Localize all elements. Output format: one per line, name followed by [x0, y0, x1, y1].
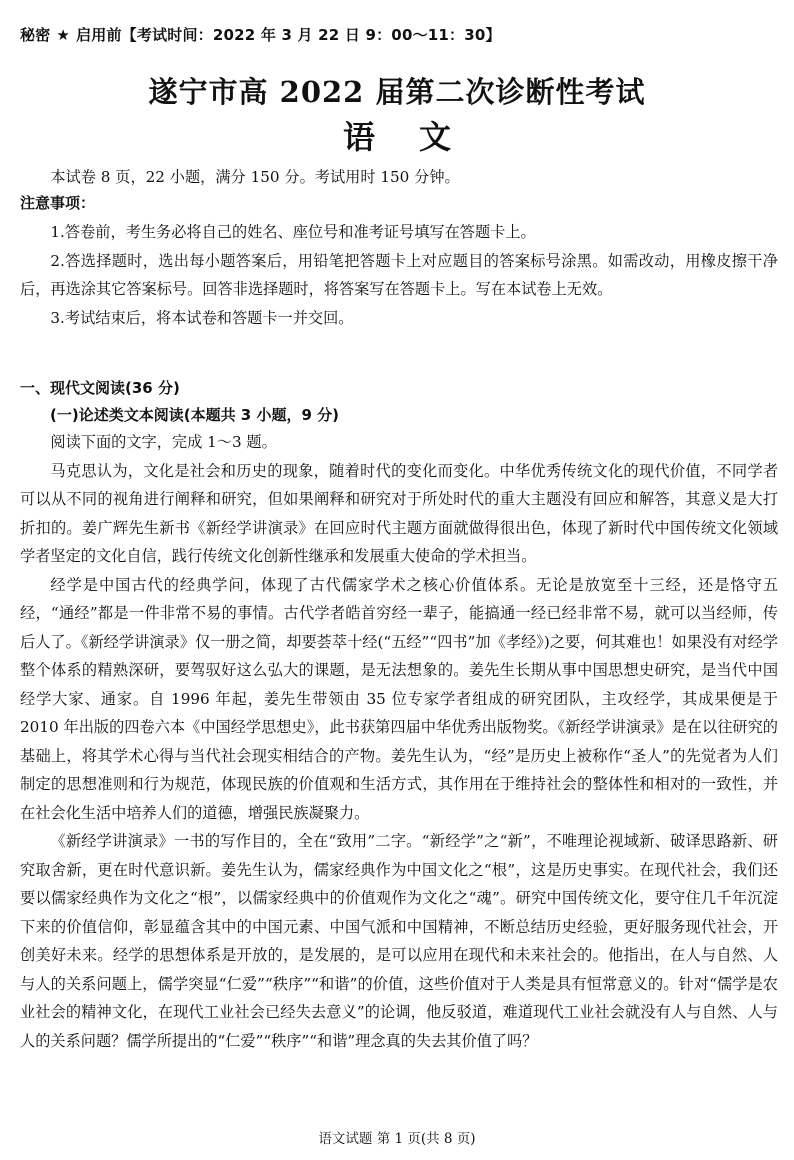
- notes-list: [20, 218, 778, 332]
- passage-instruction: 阅读下面的文字，完成 1～3 题。: [50, 433, 277, 451]
- exam-time: 【考试时间：2022 年 3 月 22 日 9：00～11：30】: [121, 26, 501, 44]
- secret-label: 秘密: [20, 26, 51, 44]
- passage-paragraph: 经学是中国古代的经典学问，体现了古代儒家学术之核心价值体系。无论是放宽至十三经，还是恪守五经，“通经”都是一件非常不易的事情。古代学者皓首穷经一辈子，能搞通一经已经非常不易，就可以当经师，传后人了。《新经学讲演录》仅一册之简，却要荟萃十经(“五经”“四书”加《孝经》)之要，何其难也！如果没有对经学整个体系的精熟深研，要驾驭好这么弘大的课题，是无法想象的。姜先生长期从事中国思想史研究，是当代中国经学大家、通家。自 1996 年起，姜先生带领由 35 位专家学者组成的研究团队，主攻经学，其成果便是于 2010 年出版的四卷六本《中国经学思想史》，此书获第四届中华优秀出版物奖。《新经学讲演录》是在以往研究的基础上，将其学术心得与当代社会现实相结合的产物。姜先生认为，“经”是历史上被称作“圣人”的先觉者为人们制定的思想准则和行为规范，体现民族的价值观和生活方式，其作用在于维持社会的整体性和相对的一致性，并在社会化生活中培养人们的道德，增强民族凝聚力。: [20, 575, 778, 822]
- note-item: 3.考试结束后，将本试卷和答题卡一并交回。: [50, 308, 354, 327]
- passage-paragraph: 《新经学讲演录》一书的写作目的，全在“致用”二字。“新经学”之“新”，不唯理论视域新、破译思路新、研究取舍新，更在时代意识新。姜先生认为，儒家经典作为中国文化之“根”，这是历史事实。在现代社会，我们还要以儒家经典作为文化之“根”，以儒家经典中的价值观作为文化之“魂”。研究中国传统文化，要守住几千年沉淀下来的价值信仰，彰显蕴含其中的中国元素、中国气派和中国精神，不断总结历史经验，更好服务现代社会，开创美好未来。经学的思想体系是开放的，是发展的，是可以应用在现代和未来社会的。他指出，在人与自然、人与人的关系问题上，儒学突显“仁爱”“秩序”“和谐”的价值，这些价值对于人类是具有恒常意义的。针对“儒学是农业社会的精神文化，在现代工业社会已经失去意义”的论调，他反驳道，难道现代工业社会就没有人与自然、人与人的关系问题？儒学所提出的“仁爱”“秩序”“和谐”理念真的失去其价值了吗？: [20, 832, 778, 1050]
- reading-passage: [20, 428, 778, 1055]
- section-heading: 一、现代文阅读(36 分): [20, 379, 180, 397]
- passage-paragraph: 马克思认为，文化是社会和历史的现象，随着时代的变化而变化。中华优秀传统文化的现代价值，不同学者可以从不同的视角进行阐释和研究，但如果阐释和研究对于所处时代的重大主题没有回应和解答，其意义是大打折扣的。姜广辉先生新书《新经学讲演录》在回应时代主题方面就做得很出色，体现了新时代中国传统文化领域学者坚定的文化自信，践行传统文化创新性继承和发展重大使命的学术担当。: [20, 461, 778, 565]
- page-footer: 语文试题 第 1 页(共 8 页): [318, 1131, 476, 1147]
- subject-title: 语文: [342, 118, 495, 156]
- note-item: 1.答卷前，考生务必将自己的姓名、座位号和准考证号填写在答题卡上。: [50, 223, 536, 241]
- before-use-label: 启用前: [76, 26, 122, 44]
- exam-intro: 本试卷 8 页，22 小题，满分 150 分。考试用时 150 分钟。: [50, 168, 460, 186]
- subsection-heading: (一)论述类文本阅读(本题共 3 小题，9 分): [50, 406, 339, 424]
- exam-title: 遂宁市高 2022 届第二次诊断性考试: [148, 75, 646, 109]
- note-item: 2.答选择题时，选出每小题答案后，用铅笔把答题卡上对应题目的答案标号涂黑。如需改动，用橡皮擦干净后，再选涂其它答案标号。回答非选择题时，将答案写在答题卡上。写在本试卷上无效。: [20, 251, 778, 298]
- confidential-header: [20, 24, 780, 45]
- notes-heading: 注意事项：: [20, 194, 96, 212]
- star-icon: ★: [56, 26, 71, 44]
